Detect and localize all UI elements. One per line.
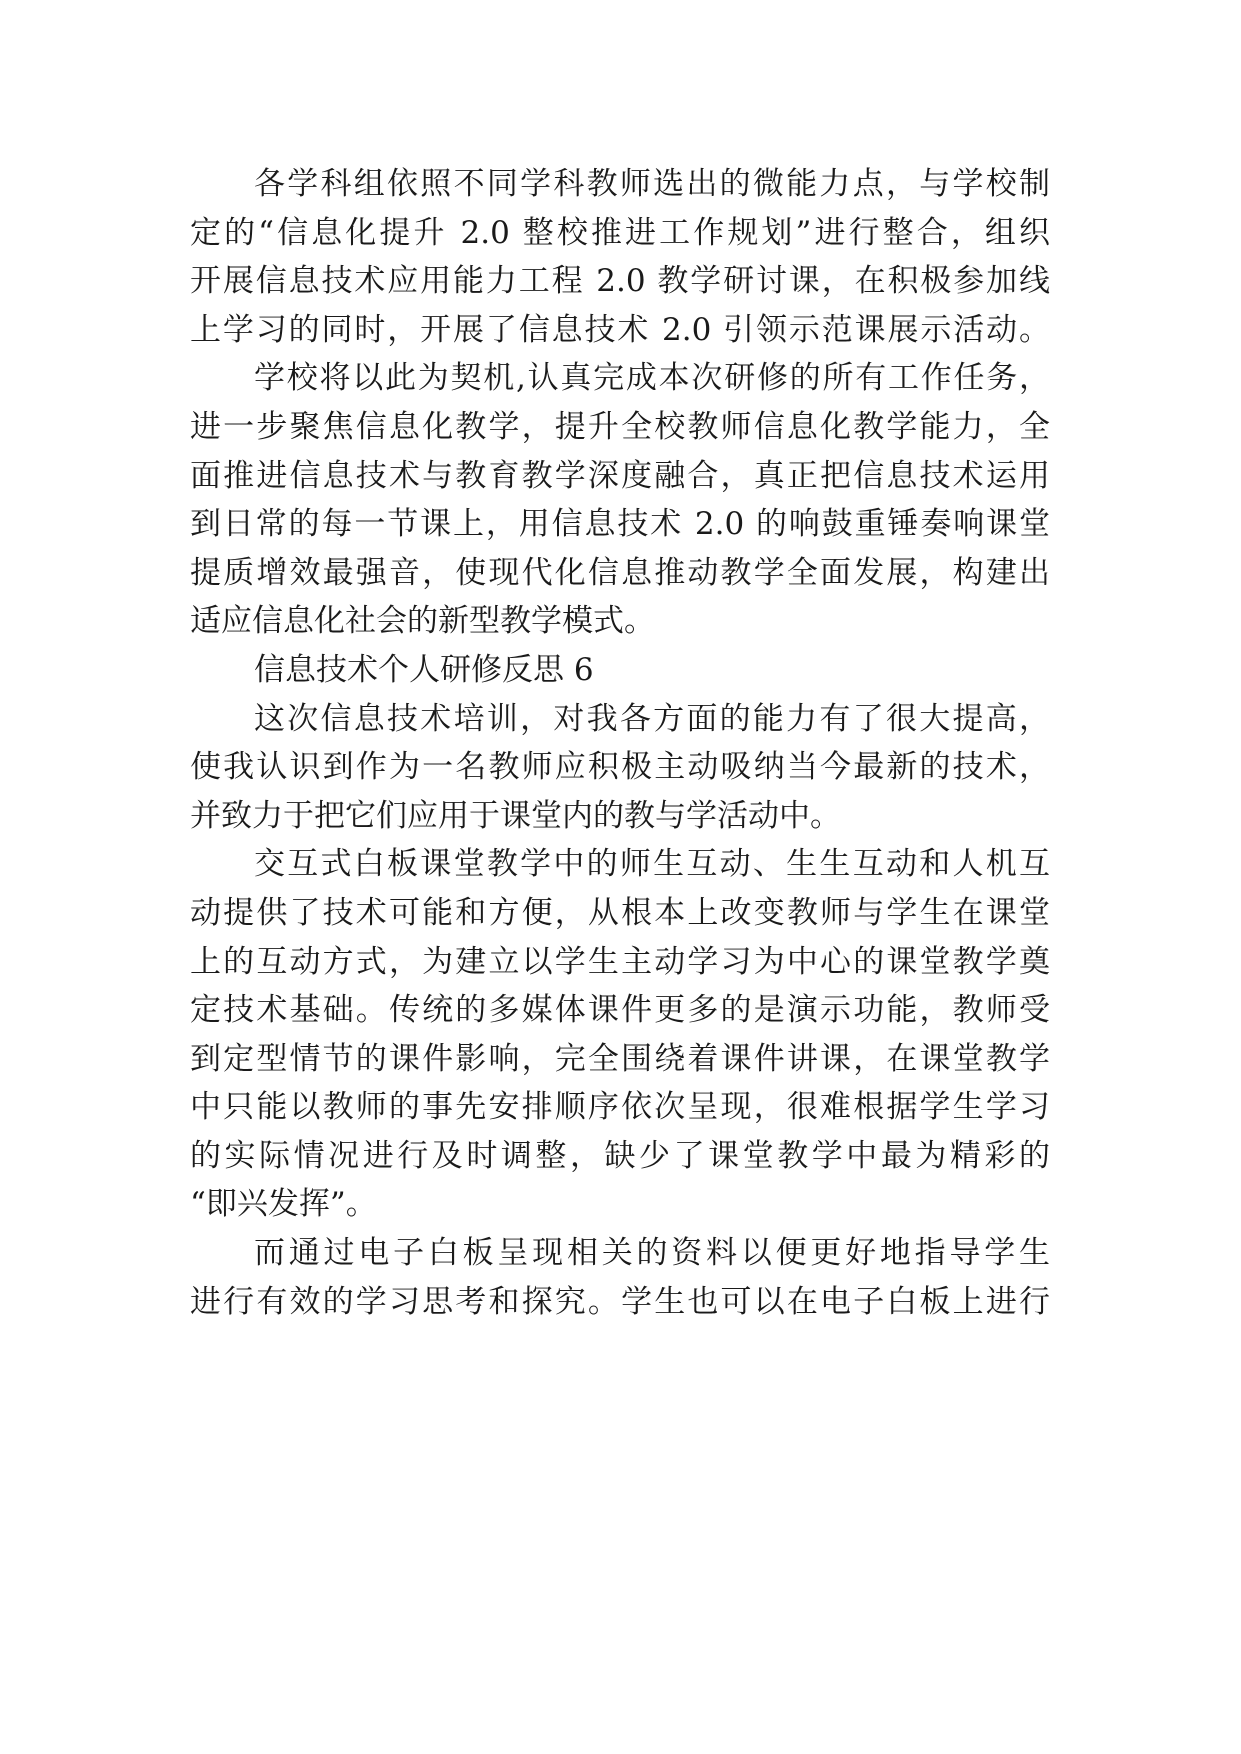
text-line: 中只能以教师的事先安排顺序依次呈现，很难根据学生学习 (190, 1089, 1050, 1126)
paragraph-1 (190, 160, 1050, 354)
document-body (190, 160, 1050, 1326)
text-line: 面推进信息技术与教育教学深度融合，真正把信息技术运用 (190, 457, 1050, 494)
text-line: 使我认识到作为一名教师应积极主动吸纳当今最新的技术， (190, 749, 1050, 786)
paragraph-2 (190, 354, 1050, 646)
paragraph-4 (190, 840, 1050, 1229)
text-line: 进行有效的学习思考和探究。学生也可以在电子白板上进行 (190, 1283, 1050, 1320)
text-line: 定的“信息化提升 2.0 整校推进工作规划”进行整合，组织 (190, 214, 1050, 251)
text-line: 而通过电子白板呈现相关的资料以便更好地指导学生 (254, 1235, 1050, 1272)
text-line: 的实际情况进行及时调整，缺少了课堂教学中最为精彩的 (190, 1137, 1050, 1174)
text-line: 定技术基础。传统的多媒体课件更多的是演示功能，教师受 (190, 992, 1050, 1029)
text-line: 上的互动方式，为建立以学生主动学习为中心的课堂教学奠 (190, 943, 1050, 980)
text-line: 并致力于把它们应用于课堂内的教与学活动中。 (190, 797, 841, 834)
text-line: 到日常的每一节课上，用信息技术 2.0 的响鼓重锤奏响课堂 (190, 506, 1050, 543)
text-line: 开展信息技术应用能力工程 2.0 教学研讨课，在积极参加线 (190, 263, 1050, 300)
text-line: 到定型情节的课件影响，完全围绕着课件讲课，在课堂教学 (190, 1040, 1050, 1077)
text-line: 进一步聚焦信息化教学，提升全校教师信息化教学能力，全 (190, 408, 1050, 445)
text-line: 各学科组依照不同学科教师选出的微能力点，与学校制 (254, 166, 1050, 202)
section-heading: 信息技术个人研修反思 6 (254, 651, 594, 688)
paragraph-3 (190, 695, 1050, 841)
text-line: 交互式白板课堂教学中的师生互动、生生互动和人机互 (254, 846, 1050, 883)
text-line: “即兴发挥”。 (190, 1186, 377, 1223)
paragraph-5 (190, 1229, 1050, 1326)
text-line: 提质增效最强音，使现代化信息推动教学全面发展，构建出 (190, 554, 1050, 591)
text-line: 动提供了技术可能和方便，从根本上改变教师与学生在课堂 (190, 894, 1050, 931)
text-line: 这次信息技术培训，对我各方面的能力有了很大提高， (254, 700, 1050, 737)
section-heading-block (190, 646, 1050, 695)
text-line: 学校将以此为契机,认真完成本次研修的所有工作任务， (254, 360, 1050, 397)
text-line: 适应信息化社会的新型教学模式。 (190, 603, 655, 640)
text-line: 上学习的同时，开展了信息技术 2.0 引领示范课展示活动。 (190, 311, 1050, 348)
